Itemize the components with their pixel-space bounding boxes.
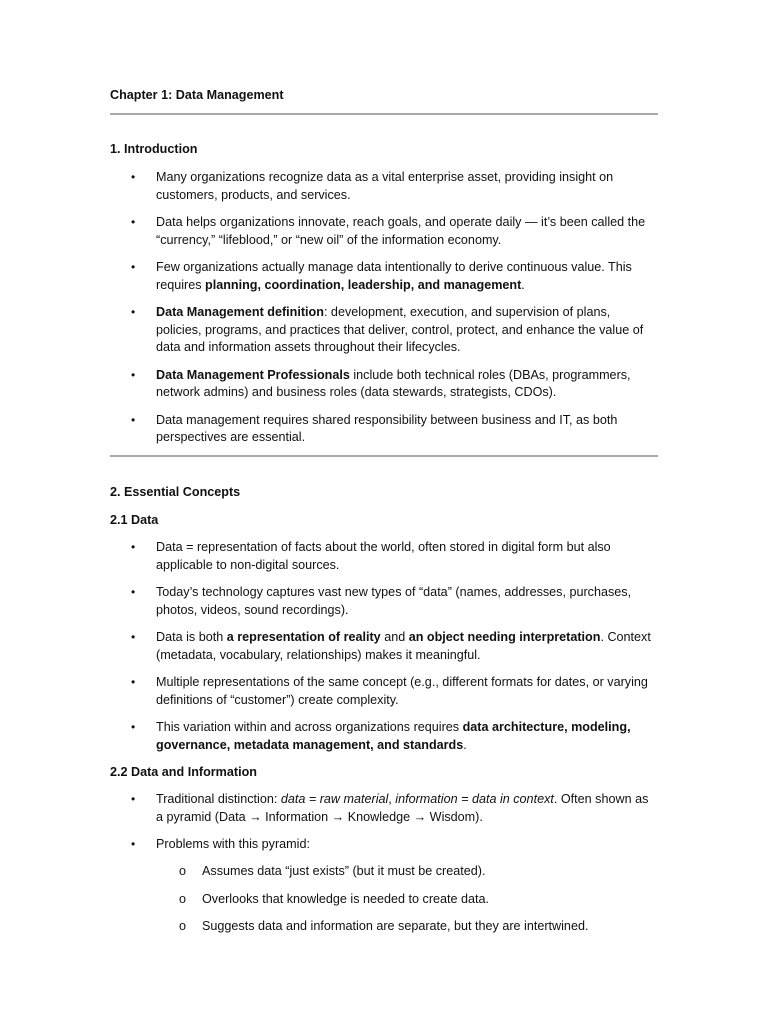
subsection-heading-data-and-information: 2.2 Data and Information [110,765,257,779]
list-item-text: This variation within and across organizations requires [156,719,463,734]
introduction-list [110,169,658,457]
list-item [110,214,658,249]
divider [110,455,658,457]
list-item-text: Problems with this pyramid: [156,836,310,851]
list-item [110,836,658,936]
list-item [110,629,658,664]
sub-list-item-text: Assumes data “just exists” (but it must be created). [202,864,486,879]
list-item-text: Traditional distinction: [156,792,281,806]
data-and-information-list [110,791,658,946]
bullet-icon: • [131,629,136,644]
list-item-italic: data = raw material [280,792,389,806]
bullet-icon: • [131,584,136,599]
list-item-italic: information = data in context [395,792,554,806]
list-item-text: : development, execution, and supervision of plans, policies, programs, and practices that deliver, control, protect, and enhance the value of data and information assets throughout their lifecycles. [156,304,644,355]
page-title: Chapter 1: Data Management [110,88,284,102]
data-list [110,539,658,764]
list-item [110,674,658,709]
list-item-emphasis: a representation of reality [226,629,381,644]
sub-list [156,863,658,935]
sub-list-item [156,891,658,909]
list-item-text: Multiple representations of the same concept (e.g., different formats for dates, or varying definitions of “customer”) create complexity. [156,674,648,707]
list-item [110,367,658,402]
bullet-icon: • [131,674,136,689]
list-item [110,169,658,204]
list-item-text: Data = representation of facts about the world, often stored in digital form but also applicable to non-digital sources. [156,540,611,572]
list-item-emphasis: Data Management definition [156,304,324,319]
list-item [110,304,658,357]
list-item-text: Today’s technology captures vast new types of “data” (names, addresses, purchases, photos, videos, sound recordings). [156,584,632,617]
circle-bullet-icon: o [179,919,187,934]
list-item-text: Many organizations recognize data as a vital enterprise asset, providing insight on customers, products, and services. [156,170,614,202]
list-item [110,719,658,754]
sub-list-item-text: Suggests data and information are separate, but they are intertwined. [202,919,589,934]
bullet-icon: • [131,540,136,554]
section-heading-introduction: 1. Introduction [110,142,198,156]
bullet-icon: • [131,792,136,806]
list-item-text: and [380,629,409,644]
sub-list-item [156,918,658,936]
list-item-text: . Often shown as a pyramid (Data → Information → Knowledge → Wisdom). [156,792,649,824]
circle-bullet-icon: o [179,891,187,906]
list-item-text: Few organizations actually manage data intentionally to derive continuous value. This requires [156,259,632,292]
list-item [110,259,658,294]
bullet-icon: • [131,367,136,382]
list-item-text: include both technical roles (DBAs, programmers, network admins) and business roles (data stewards, strategists, CDOs). [156,367,631,400]
list-item-text: Data is both [156,629,227,644]
list-item-emphasis: an object needing interpretation [408,629,601,644]
list-item [110,791,658,826]
sub-list-item-text: Overlooks that knowledge is needed to create data. [202,891,490,906]
divider [110,113,658,115]
subsection-heading-data: 2.1 Data [110,513,159,527]
bullet-icon: • [131,170,136,184]
circle-bullet-icon: o [179,864,187,879]
list-item-emphasis: data architecture, modeling, governance, metadata management, and standards [156,719,631,752]
list-item-text: Data helps organizations innovate, reach goals, and operate daily — it’s been called the “currency,” “lifeblood,” or “new oil” of the information economy. [156,214,646,247]
list-item-text: Data management requires shared responsibility between business and IT, as both perspectives are essential. [156,412,618,445]
bullet-icon: • [131,836,136,851]
list-item [110,539,658,574]
list-item-emphasis: Data Management Professionals [156,367,350,382]
bullet-icon: • [131,214,136,229]
list-item-text: , [388,792,396,806]
section-heading-essential-concepts: 2. Essential Concepts [110,485,241,499]
bullet-icon: • [131,719,136,734]
list-item-emphasis: planning, coordination, leadership, and management [205,277,522,292]
bullet-icon: • [131,259,136,274]
list-item [110,584,658,619]
list-item [110,412,658,447]
bullet-icon: • [131,304,136,319]
list-item-text: . [521,277,525,292]
bullet-icon: • [131,412,136,427]
list-item-text: . [463,737,467,752]
sub-list-item [156,863,658,881]
list-item-text: . Context (metadata, vocabulary, relationships) makes it meaningful. [156,629,651,662]
